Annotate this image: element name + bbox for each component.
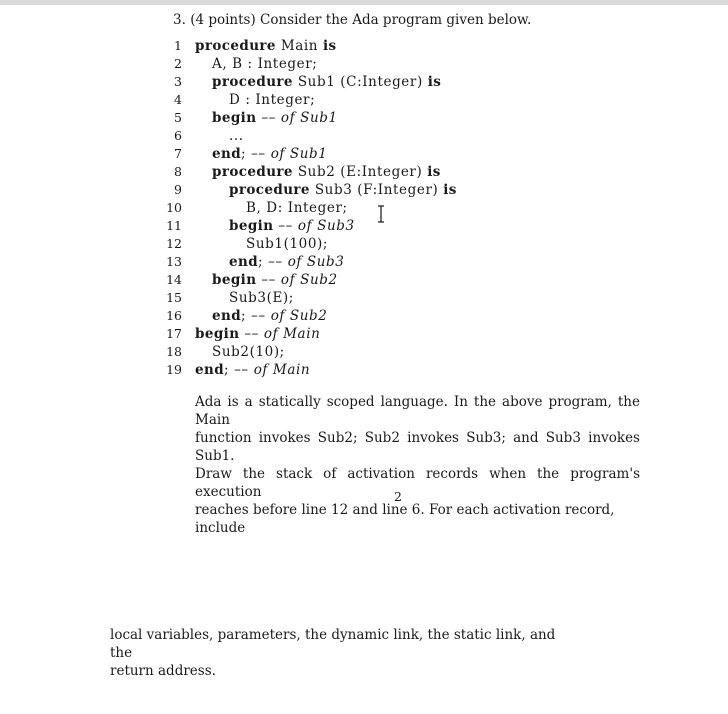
code-token: A, B : Integer;: [212, 56, 318, 72]
paragraph-line: return address.: [110, 663, 216, 679]
code-text: [246, 235, 328, 253]
line-number: 14: [166, 272, 182, 287]
paragraph-line: Ada is a statically scoped language. In the above program, the Main: [195, 394, 640, 428]
line-number: 19: [166, 362, 182, 377]
keyword: is: [323, 38, 337, 54]
code-line: [160, 343, 560, 361]
code-line: [160, 55, 560, 73]
comment: of Sub2: [280, 272, 338, 288]
line-number: 10: [166, 200, 182, 215]
code-token: ; ––: [241, 146, 271, 162]
code-text: [246, 199, 348, 217]
keyword: procedure: [212, 74, 293, 90]
keyword: is: [427, 74, 442, 90]
code-line: [160, 325, 560, 343]
code-text: [212, 145, 327, 163]
code-token: ; ––: [241, 308, 271, 324]
code-token: ; ––: [258, 254, 288, 270]
paragraph-line: local variables, parameters, the dynamic link, the static link, and the: [110, 627, 556, 661]
code-token: Main: [275, 38, 323, 54]
code-text: [212, 343, 285, 361]
keyword: procedure: [212, 164, 293, 180]
comment: of Sub2: [270, 308, 328, 324]
keyword: procedure: [229, 182, 310, 198]
keyword: begin: [229, 218, 274, 234]
code-token: ...: [229, 128, 244, 144]
keyword: is: [443, 182, 457, 198]
code-text: [229, 217, 355, 235]
line-number: 8: [174, 164, 182, 179]
keyword: is: [427, 164, 441, 180]
question-number: 3.: [173, 12, 186, 28]
line-number: 13: [166, 254, 182, 269]
text-cursor-icon: [376, 205, 386, 223]
code-text: [229, 127, 244, 145]
code-token: Sub1 (C:Integer): [292, 74, 428, 90]
code-line: [160, 235, 560, 253]
code-text: [229, 91, 315, 109]
keyword: begin: [212, 110, 257, 126]
code-token: Sub2 (E:Integer): [292, 164, 428, 180]
code-token: ––: [239, 326, 264, 342]
code-line: [160, 145, 560, 163]
keyword: end: [212, 146, 242, 162]
code-line: [160, 361, 560, 379]
keyword: begin: [212, 272, 257, 288]
code-text: [195, 325, 320, 343]
code-token: B, D: Integer;: [246, 200, 348, 216]
keyword: procedure: [195, 38, 276, 54]
keyword: end: [212, 308, 242, 324]
code-line: [160, 109, 560, 127]
code-token: Sub1(100);: [246, 236, 329, 252]
code-text: [195, 37, 337, 55]
line-number: 4: [174, 92, 182, 107]
question-heading: [173, 11, 531, 29]
code-text: [212, 55, 317, 73]
line-number: 15: [166, 290, 182, 305]
code-text: [229, 289, 294, 307]
code-text: [212, 307, 327, 325]
line-number: 9: [174, 182, 182, 197]
page-number: 2: [394, 489, 402, 504]
code-line: [160, 37, 560, 55]
line-number: 16: [166, 308, 182, 323]
paragraph-line: reaches before line 12 and line 6. For each activation record, include: [195, 502, 615, 536]
line-number: 1: [174, 38, 182, 53]
comment: of Sub3: [297, 218, 355, 234]
code-line: [160, 127, 560, 145]
code-line: [160, 73, 560, 91]
code-text: [212, 73, 441, 91]
question-text: (4 points) Consider the Ada program given below.: [190, 12, 532, 28]
instruction-paragraph: [195, 393, 640, 537]
line-number: 17: [166, 326, 182, 341]
code-token: ––: [273, 218, 298, 234]
line-number: 5: [174, 110, 182, 125]
code-text: [212, 163, 441, 181]
continuation-paragraph: [110, 626, 570, 680]
code-token: Sub2(10);: [212, 344, 285, 360]
code-line: [160, 271, 560, 289]
comment: of Sub3: [287, 254, 345, 270]
keyword: end: [229, 254, 259, 270]
code-token: Sub3 (F:Integer): [309, 182, 444, 198]
paragraph-line: Draw the stack of activation records when the program's execution: [195, 466, 640, 500]
code-line: [160, 307, 560, 325]
line-number: 7: [174, 146, 182, 161]
comment: of Main: [263, 326, 321, 342]
code-token: ––: [256, 110, 281, 126]
comment: of Sub1: [280, 110, 338, 126]
top-scroll-strip: [0, 0, 728, 5]
code-line: [160, 181, 560, 199]
line-number: 6: [174, 128, 182, 143]
keyword: begin: [195, 326, 240, 342]
line-number: 2: [174, 56, 182, 71]
comment: of Sub1: [270, 146, 328, 162]
keyword: end: [195, 362, 225, 378]
code-token: Sub3(E);: [229, 290, 294, 306]
code-token: D : Integer;: [229, 92, 316, 108]
code-line: [160, 253, 560, 271]
code-text: [212, 109, 338, 127]
code-text: [212, 271, 338, 289]
code-token: ––: [256, 272, 281, 288]
code-text: [195, 361, 310, 379]
code-text: [229, 181, 457, 199]
line-number: 18: [166, 344, 182, 359]
line-number: 11: [166, 218, 182, 233]
paragraph-line: function invokes Sub2; Sub2 invokes Sub3; and Sub3 invokes Sub1.: [195, 430, 640, 464]
code-line: [160, 163, 560, 181]
code-line: [160, 289, 560, 307]
code-line: [160, 217, 560, 235]
code-text: [229, 253, 344, 271]
line-number: 12: [166, 236, 182, 251]
code-listing: [160, 37, 560, 379]
code-token: ; ––: [224, 362, 254, 378]
line-number: 3: [174, 74, 182, 89]
code-line: [160, 199, 560, 217]
comment: of Main: [253, 362, 311, 378]
code-line: [160, 91, 560, 109]
